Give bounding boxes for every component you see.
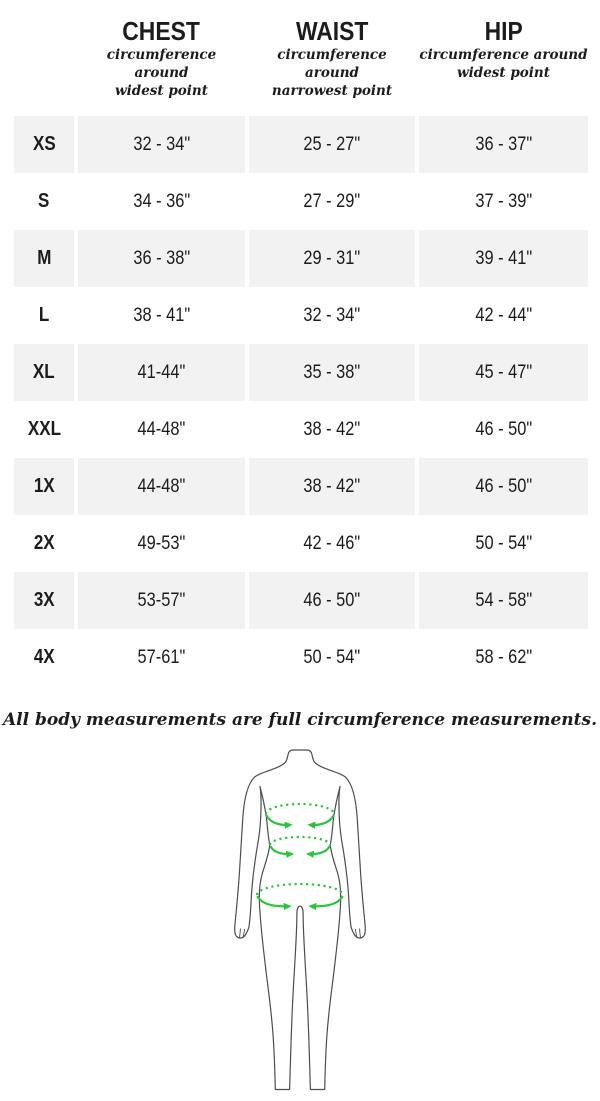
hip-column-title: HIP	[484, 16, 523, 46]
waist-value: 46 - 50"	[303, 589, 361, 611]
chest-value: 38 - 41"	[133, 304, 190, 326]
hip-value: 54 - 58"	[475, 589, 532, 611]
waist-value-cell	[249, 230, 415, 287]
column-header-waist	[249, 16, 415, 100]
size-label-cell	[14, 173, 74, 230]
chest-value-cell	[78, 515, 245, 572]
hip-value-cell	[419, 458, 588, 515]
hip-value: 37 - 39"	[475, 190, 532, 212]
size-label: XL	[33, 361, 55, 383]
hip-value: 42 - 44"	[475, 304, 532, 326]
size-label-cell	[14, 458, 74, 515]
body-measurement-diagram	[230, 748, 370, 1093]
chest-column-subtitle-line2: widest point	[115, 83, 208, 99]
chest-value-cell	[78, 230, 245, 287]
chest-value: 44-48"	[137, 418, 186, 440]
measurement-note: All body measurements are full circumference measurements.	[2, 710, 597, 730]
size-label-cell	[14, 401, 74, 458]
waist-column-subtitle-line1: circumference around	[277, 47, 387, 81]
hip-ring-left-arrow	[257, 896, 289, 906]
hip-value-cell	[419, 173, 588, 230]
chest-value-cell	[78, 173, 245, 230]
waist-value-cell	[249, 458, 415, 515]
size-label-cell	[14, 116, 74, 173]
chest-value-cell	[78, 287, 245, 344]
size-table	[14, 116, 588, 686]
header-size-spacer	[14, 16, 74, 100]
hip-value-cell	[419, 287, 588, 344]
chest-value-cell	[78, 458, 245, 515]
hip-value: 46 - 50"	[475, 475, 532, 497]
waist-measurement-line	[270, 837, 330, 854]
chest-measurement-line	[266, 804, 334, 825]
size-label-cell	[14, 344, 74, 401]
chest-ring-left-arrow	[266, 815, 290, 825]
hand-finger-lines	[240, 929, 361, 938]
hip-value-cell	[419, 629, 588, 686]
hip-value: 36 - 37"	[475, 133, 532, 155]
hip-ring-right-arrow	[311, 896, 343, 906]
hip-value-cell	[419, 572, 588, 629]
chest-value: 53-57"	[137, 589, 186, 611]
hip-value: 58 - 62"	[475, 646, 532, 668]
column-header-chest	[78, 16, 245, 100]
chest-value: 36 - 38"	[133, 247, 190, 269]
waist-value: 32 - 34"	[303, 304, 361, 326]
chest-value: 57-61"	[137, 646, 186, 668]
size-label: M	[36, 247, 52, 269]
hip-value-cell	[419, 116, 588, 173]
hip-column-subtitle-line1: circumference around	[419, 47, 588, 63]
size-label: L	[38, 304, 50, 326]
size-label-cell	[14, 572, 74, 629]
chest-value-cell	[78, 572, 245, 629]
size-label-cell	[14, 515, 74, 572]
hip-value-cell	[419, 230, 588, 287]
chest-ring-dotted-arc	[266, 804, 334, 814]
chest-value: 32 - 34"	[133, 133, 190, 155]
waist-value: 38 - 42"	[303, 475, 361, 497]
hip-value-cell	[419, 401, 588, 458]
hip-value-cell	[419, 515, 588, 572]
hip-value: 50 - 54"	[475, 532, 532, 554]
table-header	[14, 0, 588, 100]
chest-ring-right-arrow	[310, 815, 334, 825]
chest-value-cell	[78, 116, 245, 173]
size-label: 2X	[33, 532, 55, 554]
size-label: 4X	[33, 646, 55, 668]
hip-value: 46 - 50"	[475, 418, 532, 440]
waist-value: 25 - 27"	[303, 133, 361, 155]
waist-value-cell	[249, 287, 415, 344]
chest-column-title: CHEST	[122, 16, 201, 46]
chest-value-cell	[78, 401, 245, 458]
size-label-cell	[14, 287, 74, 344]
waist-value: 38 - 42"	[303, 418, 361, 440]
hip-measurement-line	[257, 884, 343, 906]
waist-value: 29 - 31"	[303, 247, 361, 269]
size-label-cell	[14, 230, 74, 287]
column-header-hip	[419, 16, 588, 100]
hip-value: 39 - 41"	[475, 247, 532, 269]
chest-value: 41-44"	[137, 361, 186, 383]
hip-column-subtitle-line2: widest point	[457, 65, 550, 81]
waist-ring-right-arrow	[308, 846, 330, 854]
waist-ring-left-arrow	[270, 846, 292, 854]
waist-value-cell	[249, 515, 415, 572]
chest-value-cell	[78, 629, 245, 686]
waist-column-title: WAIST	[295, 16, 369, 46]
size-label: 1X	[33, 475, 55, 497]
size-label: XS	[32, 133, 56, 155]
chest-value: 49-53"	[137, 532, 186, 554]
size-label: S	[38, 190, 50, 212]
chest-column-subtitle-line1: circumference around	[106, 47, 217, 81]
waist-value: 35 - 38"	[303, 361, 361, 383]
chest-value: 44-48"	[137, 475, 186, 497]
hip-ring-dotted-arc	[257, 884, 343, 895]
waist-ring-dotted-arc	[270, 837, 330, 845]
waist-value-cell	[249, 116, 415, 173]
hip-value: 45 - 47"	[475, 361, 532, 383]
waist-value-cell	[249, 344, 415, 401]
waist-value-cell	[249, 173, 415, 230]
waist-value-cell	[249, 629, 415, 686]
waist-value-cell	[249, 401, 415, 458]
size-label: XXL	[27, 418, 61, 440]
chest-value: 34 - 36"	[133, 190, 190, 212]
hip-value-cell	[419, 344, 588, 401]
size-label-cell	[14, 629, 74, 686]
waist-value: 27 - 29"	[303, 190, 361, 212]
size-label: 3X	[33, 589, 55, 611]
waist-column-subtitle-line2: narrowest point	[271, 83, 393, 99]
body-outline	[235, 750, 366, 1090]
waist-value-cell	[249, 572, 415, 629]
waist-value: 50 - 54"	[303, 646, 361, 668]
chest-value-cell	[78, 344, 245, 401]
waist-value: 42 - 46"	[303, 532, 361, 554]
